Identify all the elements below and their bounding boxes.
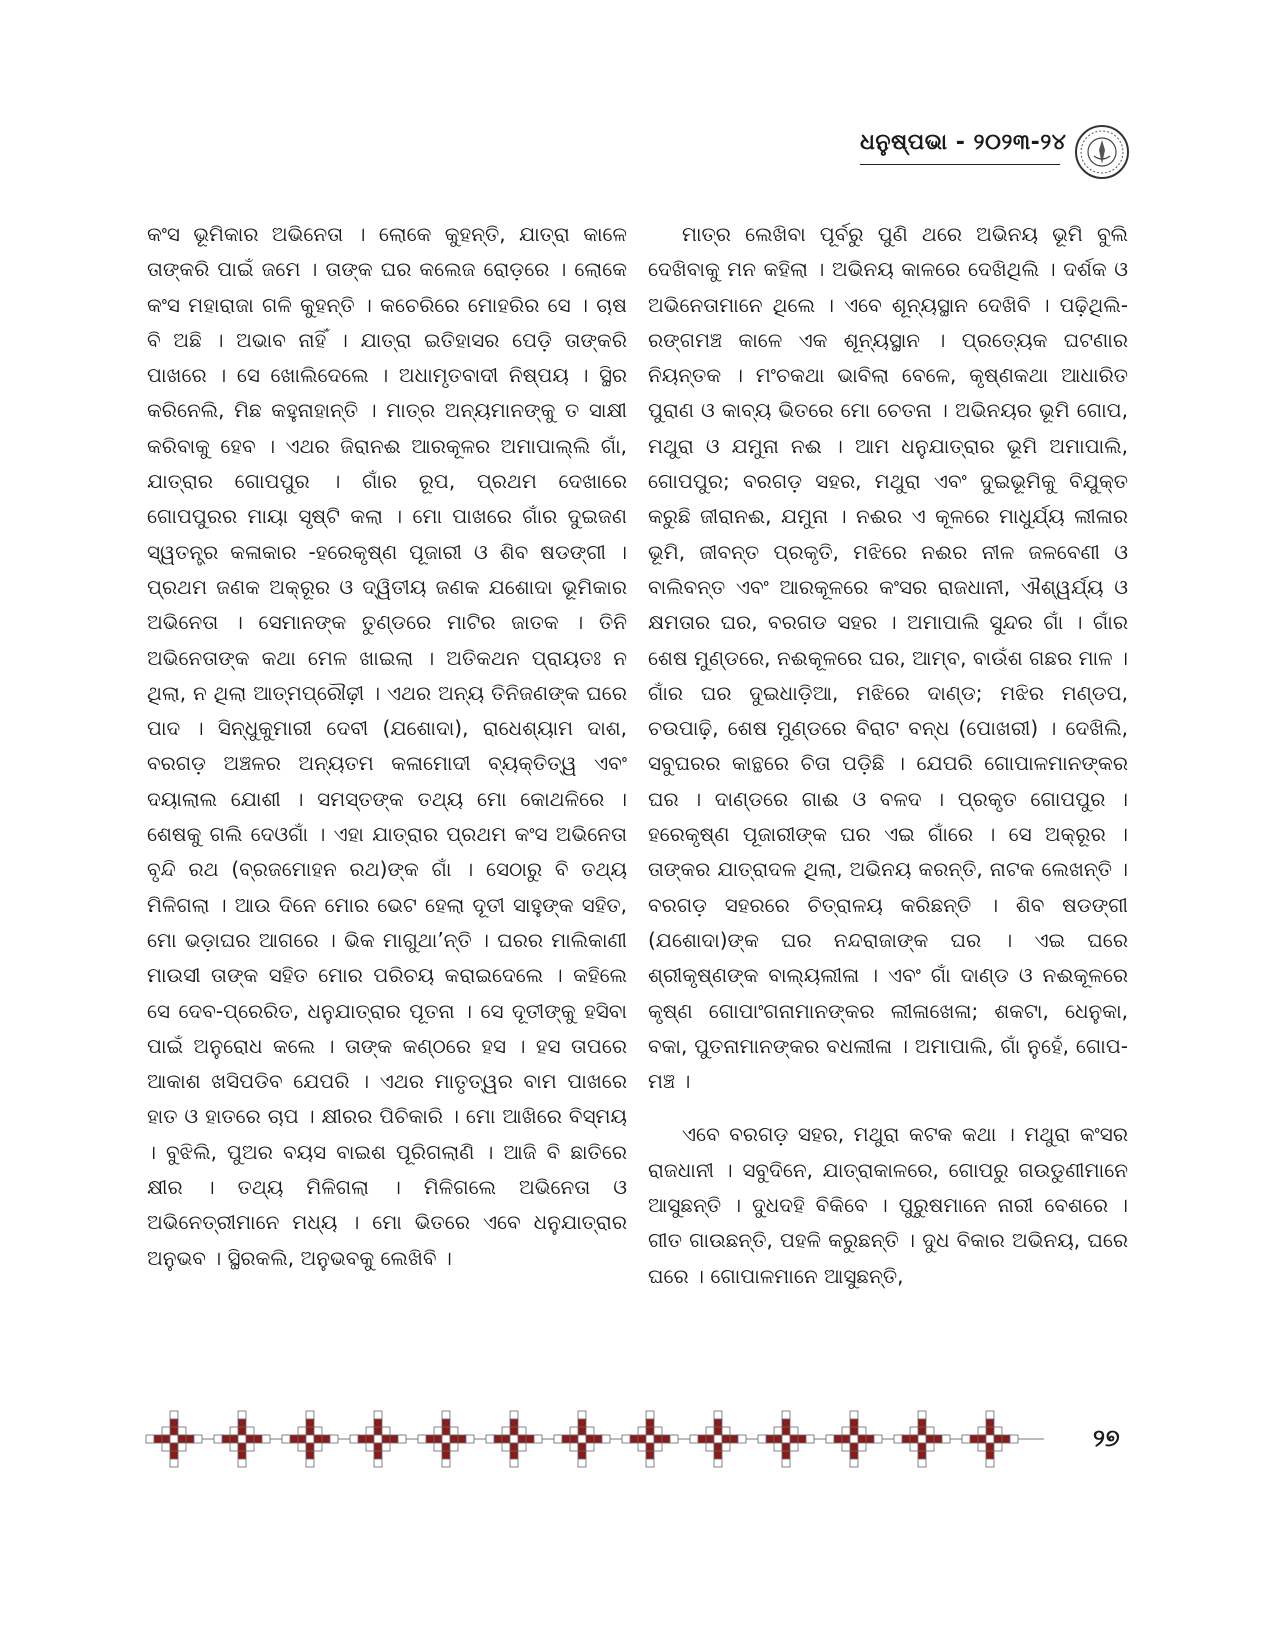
right-paragraph-2: ଏବେ ବରଗଡ଼ ସହର, ମଥୁରା କଟକ କଥା । ମଥୁରା କଂସର ରାଜଧାନୀ । ସବୁଦିନେ, ଯାତ୍ରାକାଳରେ, ଗୋପରୁ ଗଉଡୁଣୀମାନେ ଆସୁଛନ୍ତି । ଦୁଧଦହି ବିକିବେ । ପୁରୁଷମାନେ ନାରୀ ବେଶରେ । ଗୀତ ଗାଉଛନ୍ତି, ପହଳି କରୁଛନ୍ତି । ଦୁଧ ବିକାର ଅଭିନୟ, ଘରେ ଘରେ । ଗୋପାଳମାନେ ଆସୁଛନ୍ତି, [648,1122,1128,1288]
page-number: ୨୭ [1093,1424,1120,1452]
left-paragraph-1: କଂସ ଭୂମିକାର ଅଭିନେତା । ଲୋକେ କୁହନ୍ତି, ଯାତ୍ରା କାଳେ ତାଙ୍କରି ପାଇଁ ଜମେ । ତାଙ୍କ ଘର କଲେଜ ରୋଡ଼ରେ । ଲୋକେ କଂସ ମହାରାଜା ଗଳି କୁହନ୍ତି । କଚେରିରେ ମୋହରିର ସେ । ଚାଷ ବି ଅଛି । ଅଭାବ ନାହିଁ । ଯାତ୍ରା ଇତିହାସର ପେଡ଼ି ତାଙ୍କରି ପାଖରେ । ସେ ଖୋଲିଦେଲେ । ଅଧାମୃତବାଦୀ ନିଷ୍ପୟ । ସ୍ଥିର କରିନେଲି, ମିଛ କହୁନାହାନ୍ତି । ମାତ୍ର ଅନ୍ୟମାନଙ୍କୁ ତ ସାକ୍ଷୀ କରିବାକୁ ହେବ । ଏଥର ଜିରାନଈ ଆରକୂଳର ଅମାପାଲ୍ଲି ଗାଁ, ଯାତ୍ରାର ଗୋପପୁର । ଗାଁର ରୂପ, ପ୍ରଥମ ଦେଖାରେ ଗୋପପୁରର ମାୟା ସୃଷ୍ଟି କଲା । ମୋ ପାଖରେ ଗାଁର ଦୁଇଜଣ ସ୍ୱତନ୍ତ୍ର କଳାକାର -ହରେକୃଷ୍ଣ ପୂଜାରୀ ଓ ଶିବ ଷଡଙ୍ଗୀ । ପ୍ରଥମ ଜଣକ ଅକ୍ରୂର ଓ ଦ୍ୱିତୀୟ ଜଣକ ଯଶୋଦା ଭୂମିକାର ଅଭିନେତା । ସେମାନଙ୍କ ତୁଣ୍ଡରେ ମାଟିର ଜାତକ । ତିନି ଅଭିନେତାଙ୍କ କଥା ମେଳ ଖାଇଲା । ଅତିକଥନ ପ୍ରାୟତଃ ନ ଥିଲା, ନ ଥିଲା ଆତ୍ମପ୍ରୌଢ଼ୀ । ଏଥର ଅନ୍ୟ ତିନିଜଣଙ୍କ ଘରେ ପାଦ । ସିନ୍ଧୁକୁମାରୀ ଦେବୀ (ଯଶୋଦା), ରାଧେଶ୍ୟାମ ଦାଶ, ବରଗଡ଼ ଅଞ୍ଚଳର ଅନ୍ୟତମ କଳାମୋଦୀ ବ୍ୟକ୍ତିତ୍ୱ ଏବଂ ଦୟାଲାଲ ଯୋଶୀ । ସମସ୍ତଙ୍କ ତଥ୍ୟ ମୋ କୋଥଳିରେ । ଶେଷକୁ ଗଲି ଦେଓଗାଁ । ଏହା ଯାତ୍ରାର ପ୍ରଥମ କଂସ ଅଭିନେତା ବୃନ୍ଦି ରଥ (ବ୍ରଜମୋହନ ରଥ)ଙ୍କ ଗାଁ । ସେଠାରୁ ବି ତଥ୍ୟ ମିଳିଗଲା । ଆଉ ଦିନେ ମୋର ଭେଟ ହେଲା ଦୂତୀ ସାହୁଙ୍କ ସହିତ, ମୋ ଭଡ଼ାଘର ଆଗରେ । ଭିକ ମାଗୁଥା’ନ୍ତି । ଘରର ମାଲିକାଣୀ ମାଉସୀ ତାଙ୍କ ସହିତ ମୋର ପରିଚୟ କରାଇଦେଲେ । କହିଲେ ସେ ଦେବ-ପ୍ରେରିତ, ଧନୁଯାତ୍ରାର ପୂତନା । ସେ ଦୂତୀଙ୍କୁ ହସିବା ପାଇଁ ଅନୁରୋଧ କଲେ । ତାଙ୍କ କଣ୍ଠରେ ହସ । ହସ ତାପରେ ଆକାଶ ଖସିପଡିବ ଯେପରି । ଏଥର ମାତୃତ୍ୱର ବାମ ପାଖରେ ହାତ ଓ ହାତରେ ଚାପ । କ୍ଷୀରର ପିଚିକାରି । ମୋ ଆଖିରେ ବିସ୍ମୟ । ବୁଝିଲି, ପୁଅର ବୟସ ବାଇଶ ପୂରିଗଲାଣି । ଆଜି ବି ଛାତିରେ କ୍ଷୀର । ତଥ୍ୟ ମିଳିଗଲା । ମିଳିଗଲେ ଅଭିନେତା ଓ ଅଭିନେତ୍ରୀମାନେ ମଧ୍ୟ । ମୋ ଭିତରେ ଏବେ ଧନୁଯାତ୍ରାର ଅନୁଭବ । ସ୍ଥିରକଲି, ଅନୁଭବକୁ ଲେଖିବି । [147,222,627,1270]
left-column [147,217,627,1276]
border-cross-motif [962,1411,1018,1467]
border-cross-motif [418,1411,474,1467]
header-underline [860,164,1060,165]
running-header-title: ଧନୁଷ୍ପଭା - ୨୦୨୩-୨୪ [860,130,1067,155]
right-paragraph-1: ମାତ୍ର ଲେଖିବା ପୂର୍ବରୁ ପୁଣି ଥରେ ଅଭିନୟ ଭୂମି ବୁଲି ଦେଖିବାକୁ ମନ କହିଲା । ଅଭିନୟ କାଳରେ ଦେଖିଥିଲି । ଦର୍ଶକ ଓ ଅଭିନେତାମାନେ ଥିଲେ । ଏବେ ଶୂନ୍ୟସ୍ଥାନ ଦେଖିବି । ପଢ଼ିଥିଲି-ରଙ୍ଗମଞ୍ଚ କାଳେ ଏକ ଶୂନ୍ୟସ୍ଥାନ । ପ୍ରତ୍ୟେକ ଘଟଣାର ନିୟନ୍ତକ । ମଂଚକଥା ଭାବିଲା ବେଳେ, କୃଷ୍ଣକଥା ଆଧାରିତ ପୁରାଣ ଓ କାବ୍ୟ ଭିତରେ ମୋ ଚେତନା । ଅଭିନୟର ଭୂମି ଗୋପ, ମଥୁରା ଓ ଯମୁନା ନଈ । ଆମ ଧନୁଯାତ୍ରାର ଭୂମି ଅମାପାଲି, ଗୋପପୁର; ବରଗଡ଼ ସହର, ମଥୁରା ଏବଂ ଦୁଇଭୂମିକୁ ବିଯୁକ୍ତ କରୁଛି ଜୀରାନଈ, ଯମୁନା । ନଈର ଏ କୂଳରେ ମାଧୁର୍ଯ୍ୟ ଲୀଳାର ଭୂମି, ଜୀବନ୍ତ ପ୍ରକୃତି, ମଝିରେ ନଈର ନୀଳ ଜଳବେଣୀ ଓ ବାଲିବନ୍ତ ଏବଂ ଆରକୂଳରେ କଂସର ରାଜଧାନୀ, ଐଶ୍ୱର୍ଯ୍ୟ ଓ କ୍ଷମତାର ଘର, ବରଗଡ ସହର । ଅମାପାଲି ସୁନ୍ଦର ଗାଁ । ଗାଁର ଶେଷ ମୁଣ୍ଡରେ, ନଈକୂଳରେ ଘର, ଆମ୍ବ, ବାଉଁଶ ଗଛର ମାଳ । ଗାଁର ଘର ଦୁଇଧାଡ଼ିଆ, ମଝିରେ ଦାଣ୍ଡ; ମଝିର ମଣ୍ଡପ, ଚଉପାଢ଼ି, ଶେଷ ମୁଣ୍ଡରେ ବିରାଟ ବନ୍ଧ (ପୋଖରୀ) । ଦେଖିଲି, ସବୁଘରର କାନ୍ଥରେ ଚିତା ପଡ଼ିଛି । ଯେପରି ଗୋପାଳମାନଙ୍କର ଘର । ଦାଣ୍ଡରେ ଗାଈ ଓ ବଳଦ । ପ୍ରକୃତ ଗୋପପୁର । ହରେକୃଷ୍ଣ ପୂଜାରୀଙ୍କ ଘର ଏଇ ଗାଁରେ । ସେ ଅକ୍ରୂର । ତାଙ୍କର ଯାତ୍ରାଦଳ ଥିଲା, ଅଭିନୟ କରନ୍ତି, ନାଟକ ଲେଖନ୍ତି । ବରଗଡ଼ ସହରରେ ଚିତ୍ରାଳୟ କରିଛନ୍ତି । ଶିବ ଷଡଙ୍ଗୀ (ଯଶୋଦା)ଙ୍କ ଘର ନନ୍ଦରାଜାଙ୍କ ଘର । ଏଇ ଘରେ ଶ୍ରୀକୃଷ୍ଣଙ୍କ ବାଲ୍ୟଲୀଳା । ଏବଂ ଗାଁ ଦାଣ୍ଡ ଓ ନଈକୂଳରେ କୃଷ୍ଣ ଗୋପାଂଗନାମାନଙ୍କର ଲୀଳାଖେଳା; ଶକଟା, ଧେନୁକା, ବକା, ପୁତନାମାନଙ୍କର ବଧଲୀଳା । ଅମାପାଲି, ଗାଁ ନୁହେଁ, ଗୋପ-ମଞ୍ଚ । [648,222,1128,1094]
border-cross-motif [894,1411,950,1467]
border-cross-motif [282,1411,338,1467]
seal-emblem-icon [1074,124,1130,180]
border-cross-motif [350,1411,406,1467]
border-cross-motif [690,1411,746,1467]
border-cross-motif [758,1411,814,1467]
border-cross-motif [486,1411,542,1467]
right-column [648,217,1128,1294]
ornamental-border [144,1409,1094,1469]
border-cross-motif [554,1411,610,1467]
border-cross-motif [214,1411,270,1467]
border-cross-motif [622,1411,678,1467]
border-cross-motif [826,1411,882,1467]
border-cross-motif [146,1411,202,1467]
